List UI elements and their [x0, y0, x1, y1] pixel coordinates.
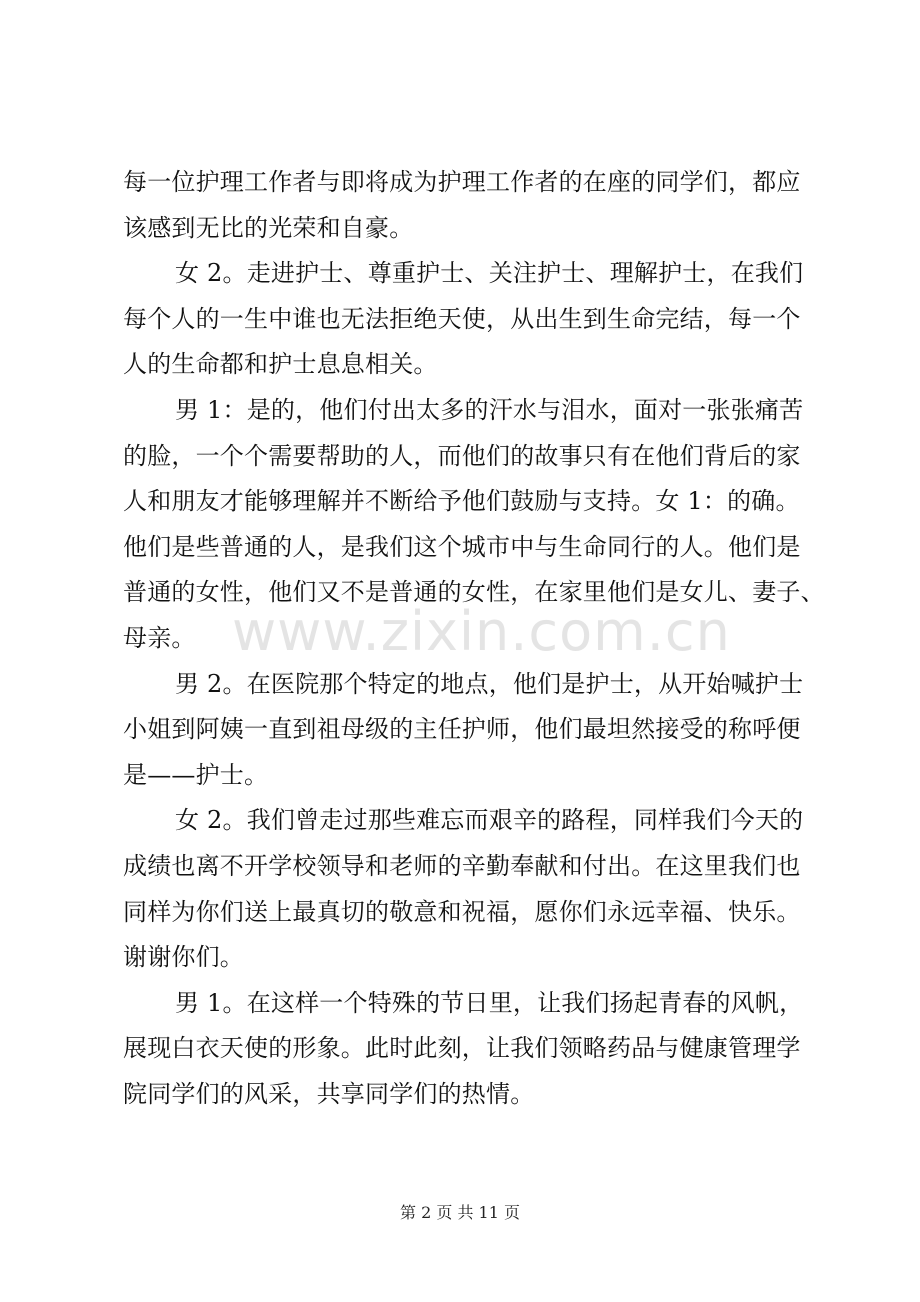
text-line: 人的生命都和护士息息相关。 — [123, 350, 438, 379]
text-line: 他们是些普通的人，是我们这个城市中与生命同行的人。他们是 — [123, 532, 801, 561]
text-line: 同样为你们送上最真切的敬意和祝福，愿你们永远幸福、快乐。 — [123, 897, 801, 926]
text-line: 谢谢你们。 — [123, 943, 244, 972]
text-line: 的脸，一个个需要帮助的人，而他们的故事只有在他们背后的家 — [123, 441, 801, 470]
text-line: 院同学们的风采，共享同学们的热情。 — [123, 1079, 535, 1108]
watermark: www.zixin.com.cn — [232, 600, 731, 663]
text-line: 男 2。在医院那个特定的地点，他们是护士，从开始喊护士 — [175, 669, 804, 698]
text-line: 小姐到阿姨一直到祖母级的主任护师，他们最坦然接受的称呼便 — [123, 715, 801, 744]
document-body — [123, 160, 825, 1117]
text-line: 是——护士。 — [123, 760, 269, 789]
text-line: 男 1：是的，他们付出太多的汗水与泪水，面对一张张痛苦 — [175, 395, 804, 424]
text-line: 男 1。在这样一个特殊的节日里，让我们扬起青春的风帆， — [175, 988, 804, 1017]
text-line: 每一位护理工作者与即将成为护理工作者的在座的同学们，都应 — [123, 168, 801, 196]
page-number-footer: 第 2 页 共 11 页 — [400, 1203, 520, 1222]
text-line: 成绩也离不开学校领导和老师的辛勤奉献和付出。在这里我们也 — [123, 851, 801, 880]
text-line: 普通的女性，他们又不是普通的女性，在家里他们是女儿、妻子、 — [123, 578, 825, 607]
text-line: 女 2。我们曾走过那些难忘而艰辛的路程，同样我们今天的 — [175, 806, 804, 835]
text-line: 女 2。走进护士、尊重护士、关注护士、理解护士，在我们 — [175, 259, 804, 288]
text-line: 母亲。 — [123, 623, 196, 652]
text-line: 人和朋友才能够理解并不断给予他们鼓励与支持。女 1：的确。 — [123, 487, 800, 516]
text-line: 展现白衣天使的形象。此时此刻，让我们领略药品与健康管理学 — [123, 1034, 801, 1063]
text-line: 该感到无比的光荣和自豪。 — [123, 213, 414, 242]
text-line: 每个人的一生中谁也无法拒绝天使，从出生到生命完结，每一个 — [123, 304, 801, 333]
